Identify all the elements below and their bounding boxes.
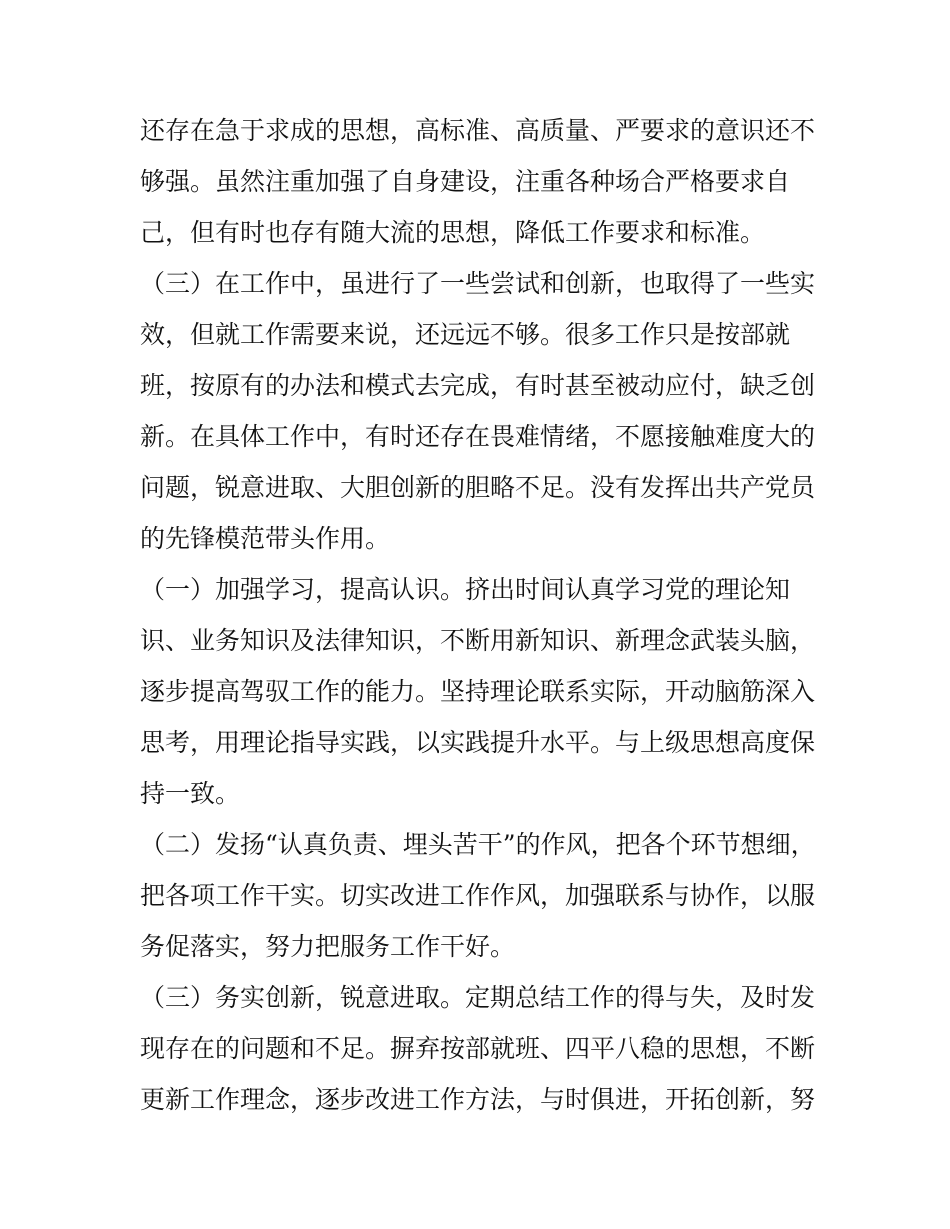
text-line: （一）加强学习，提高认识。挤出时间认真学习党的理论知 [140,575,791,604]
text-line: 效，但就工作需要来说，还远远不够。很多工作只是按部就 [140,320,791,349]
text-line: 更新工作理念，逐步改进工作方法，与时俱进，开拓创新，努 [140,1085,816,1114]
text-line: 还存在急于求成的思想，高标准、高质量、严要求的意识还不 [140,116,816,145]
text-line: （三）务实创新，锐意进取。定期总结工作的得与失，及时发 [140,983,816,1012]
text-line: 思考，用理论指导实践，以实践提升水平。与上级思想高度保 [140,728,816,757]
text-line: 问题，锐意进取、大胆创新的胆略不足。没有发挥出共产党员 [140,473,816,502]
text-line: 己，但有时也存有随大流的思想，降低工作要求和标准。 [140,218,766,247]
text-line: 够强。虽然注重加强了自身建设，注重各种场合严格要求自 [140,167,791,196]
text-line: （二）发扬“认真负责、埋头苦干”的作风，把各个环节想细， [140,830,816,859]
document-body [140,105,820,1125]
text-line: 现存在的问题和不足。摒弃按部就班、四平八稳的思想，不断 [140,1034,816,1063]
text-line: 识、业务知识及法律知识，不断用新知识、新理念武装头脑， [140,626,816,655]
text-line: 新。在具体工作中，有时还存在畏难情绪，不愿接触难度大的 [140,422,816,451]
text-line: 班，按原有的办法和模式去完成，有时甚至被动应付，缺乏创 [140,371,816,400]
text-line: 的先锋模范带头作用。 [140,524,391,553]
text-line: 持一致。 [140,779,241,808]
text-line: 逐步提高驾驭工作的能力。坚持理论联系实际，开动脑筋深入 [140,677,816,706]
text-line: 把各项工作干实。切实改进工作作风，加强联系与协作，以服 [140,881,816,910]
text-line: 务促落实，努力把服务工作干好。 [140,932,516,961]
text-line: （三）在工作中，虽进行了一些尝试和创新，也取得了一些实 [140,269,816,298]
